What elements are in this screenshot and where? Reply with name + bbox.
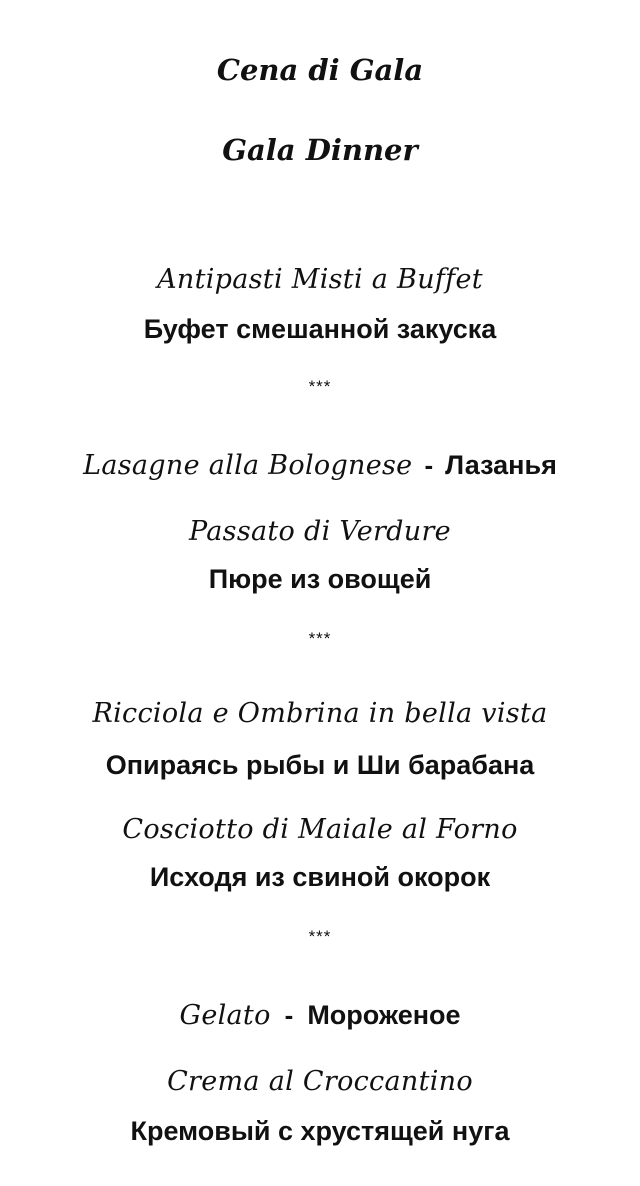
course-6-dash: - — [284, 1000, 294, 1030]
course-3-russian: Пюре из овощей — [208, 564, 432, 594]
course-5-italian: Cosciotto di Maiale al Forno — [122, 814, 518, 845]
course-1-russian: Буфет смешанной закуска — [143, 314, 497, 344]
separator-3: *** — [308, 927, 332, 946]
course-3-italian: Passato di Verdure — [189, 516, 451, 547]
course-6-line — [0, 1002, 640, 1029]
separator-2: *** — [308, 629, 332, 648]
course-2-line — [0, 452, 640, 479]
course-4-russian: Опираясь рыбы и Ши барабана — [105, 750, 535, 780]
course-2-russian: Лазанья — [445, 450, 557, 480]
course-6-italian: Gelato — [179, 1000, 271, 1031]
course-7-italian: Crema al Croccantino — [167, 1066, 473, 1097]
course-2-italian: Lasagne alla Bolognese — [83, 450, 413, 481]
course-5-russian: Исходя из свиной окорок — [149, 862, 491, 892]
course-1-italian: Antipasti Misti a Buffet — [157, 264, 483, 295]
course-4-italian: Ricciola e Ombrina in bella vista — [92, 698, 548, 729]
menu-title-english: Gala Dinner — [222, 133, 418, 167]
course-2-dash: - — [424, 450, 434, 480]
course-6-russian: Мороженое — [307, 1000, 461, 1030]
menu-title-italian: Cena di Gala — [216, 53, 424, 87]
separator-1: *** — [308, 377, 332, 396]
course-7-russian: Кремовый с хрустящей нуга — [130, 1116, 510, 1146]
